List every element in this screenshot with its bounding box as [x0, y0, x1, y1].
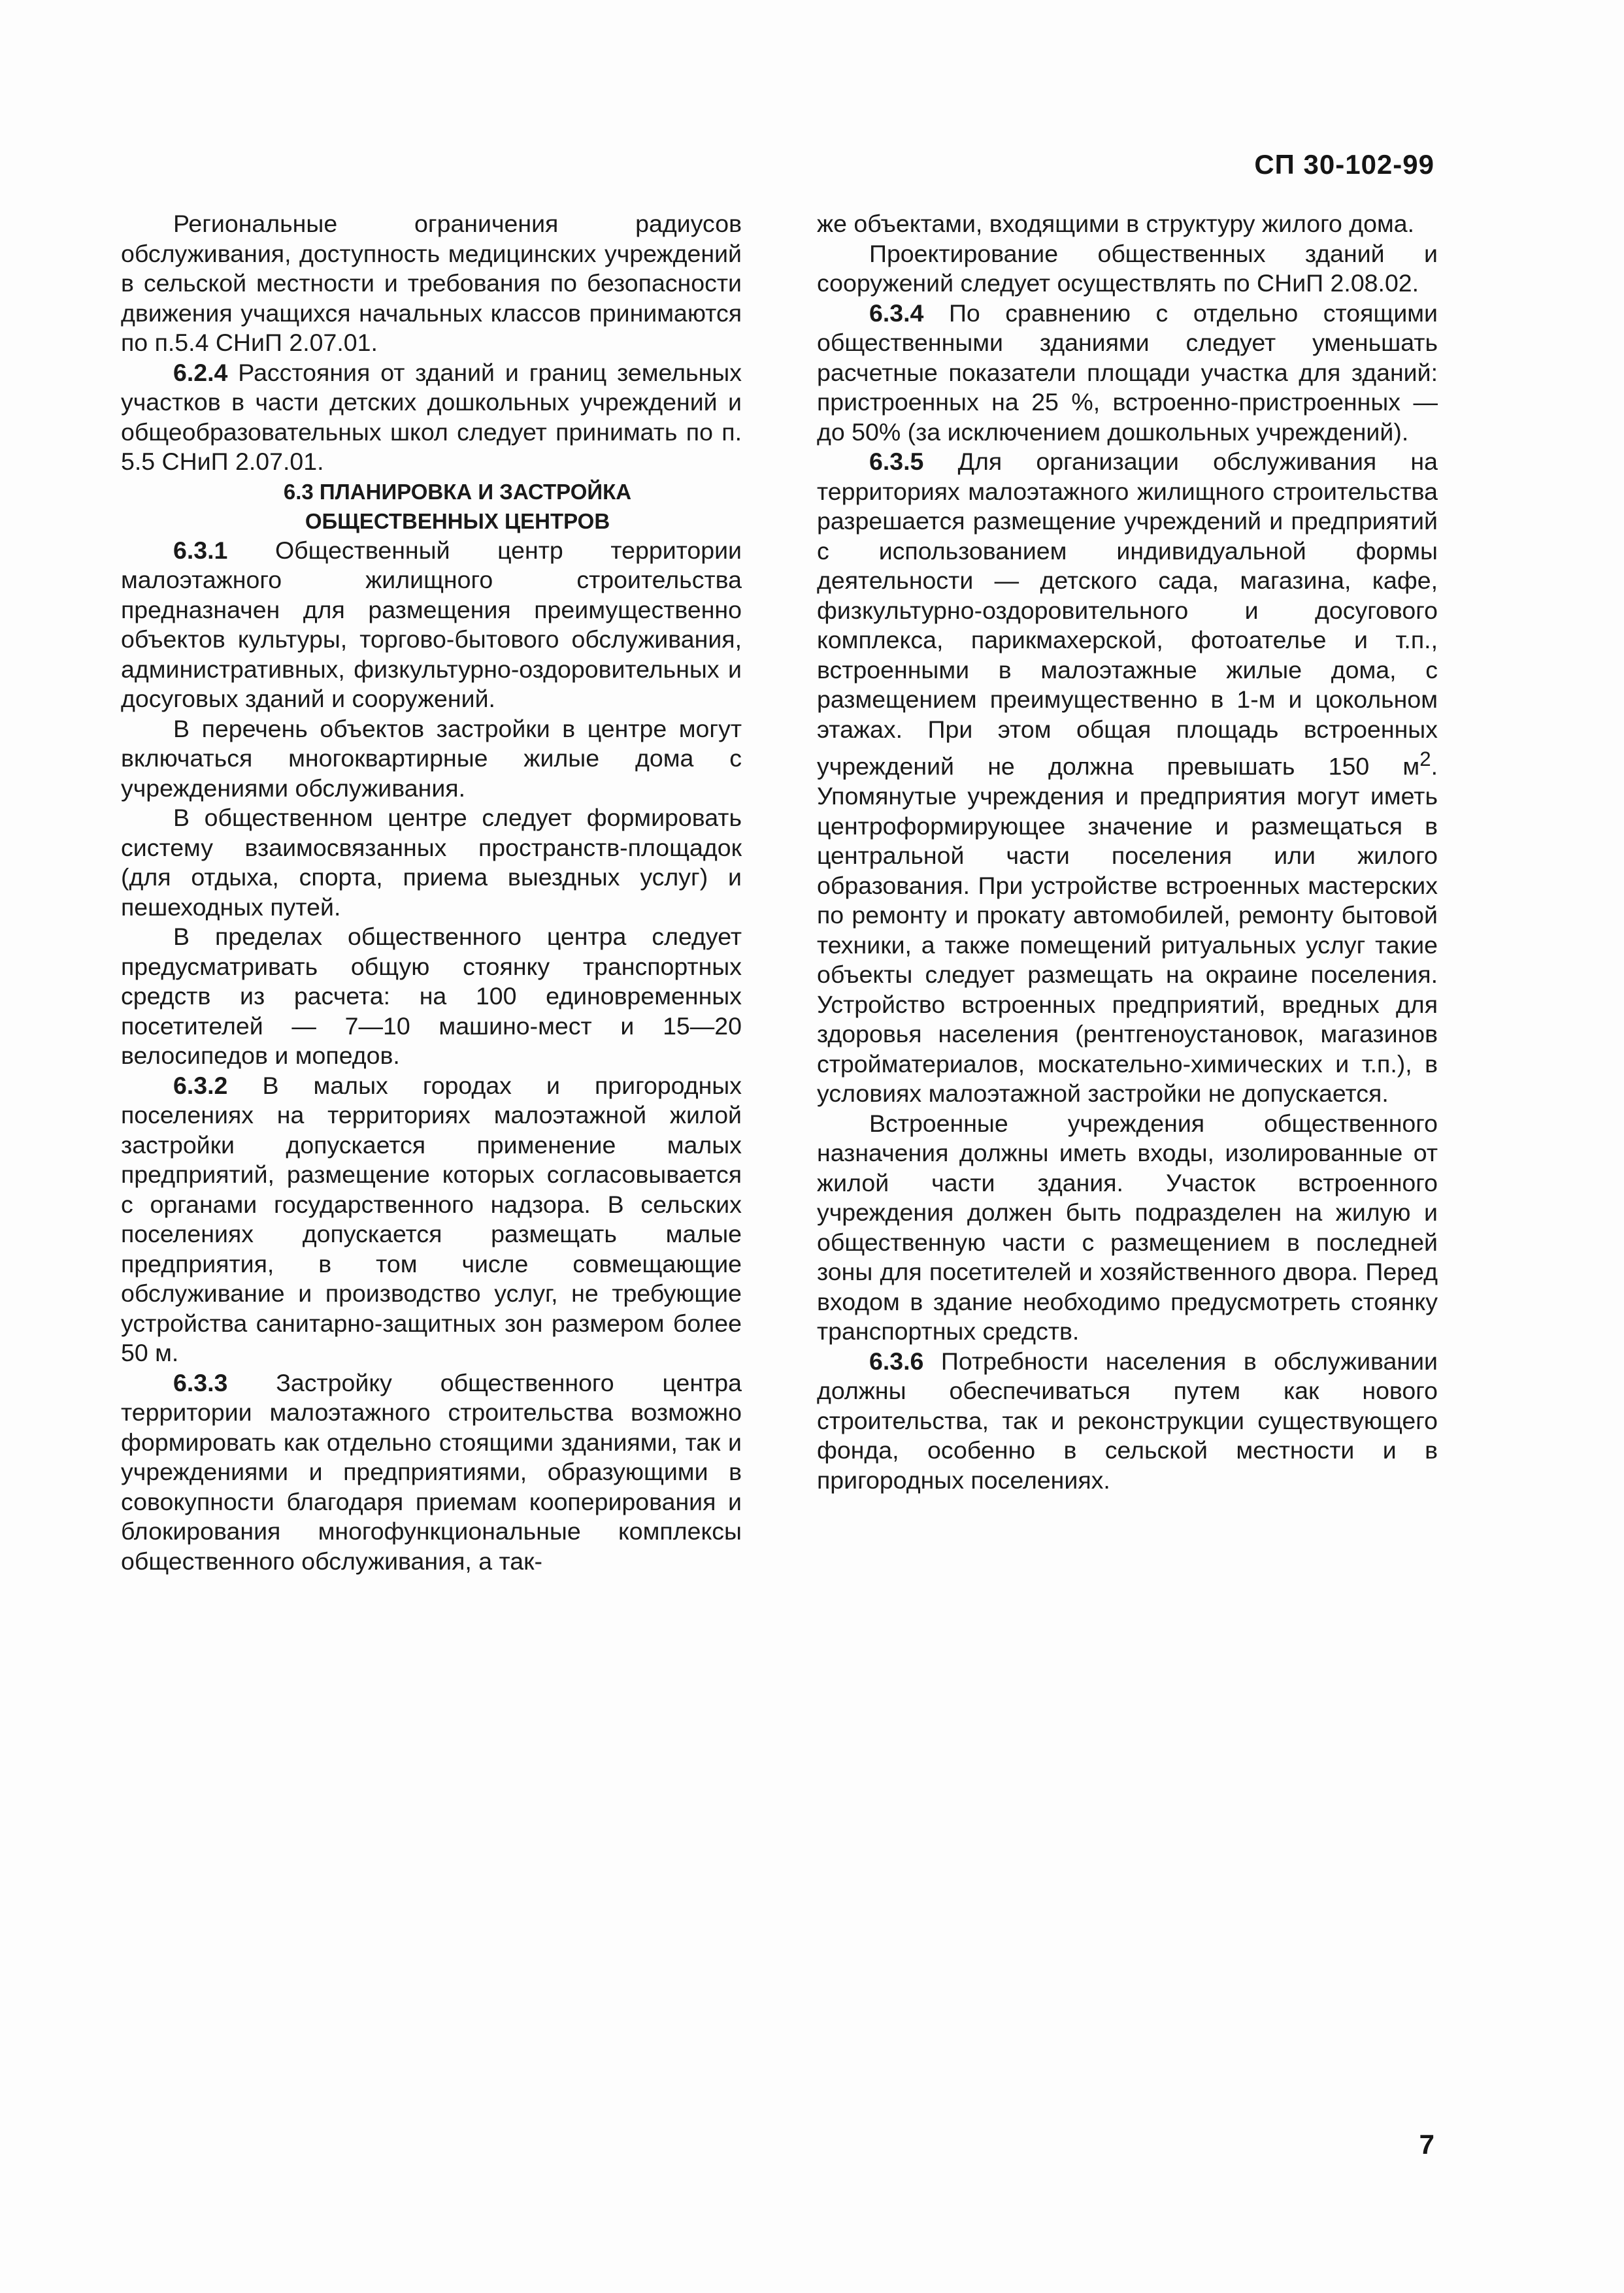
- paragraph-text: Проектирование общественных зданий и сооружений следует осуществлять по СНиП 2.08.02.: [817, 239, 1438, 297]
- paragraph-6-3-6: [817, 1347, 1438, 1496]
- clause-number: 6.2.4: [173, 358, 228, 386]
- paragraph: [121, 922, 742, 1071]
- clause-number: 6.3.4: [869, 299, 924, 327]
- clause-number: 6.3.6: [869, 1347, 924, 1375]
- paragraph-text: Потребности населения в обслуживании должны обеспечиваться путем как нового строительства, так и реконструкции существующего фонда, особенно в сельской местности и в пригородных поселениях.: [817, 1347, 1438, 1494]
- section-heading-line: ОБЩЕСТВЕННЫХ ЦЕНТРОВ: [305, 508, 610, 533]
- paragraph-text: По сравнению с отдельно стоящими общественными зданиями следует уменьшать расчетные показатели площади участка для зданий: пристроенных на 25 %, встроенно-пристроенных — до 50% (за исключением дошкольных учреждений).: [817, 299, 1438, 446]
- right-column: [817, 209, 1438, 1495]
- paragraph-text: Застройку общественного центра территории малоэтажного строительства возможно формировать как отдельно стоящими зданиями, так и учреждениями и предприятиями, образующими в совокупности благодаря приемам кооперирования и блокирования многофункциональные комплексы общественного обслуживания, а так-: [121, 1368, 742, 1575]
- superscript: 2: [1419, 748, 1431, 770]
- clause-number: 6.3.5: [869, 448, 924, 475]
- paragraph-6-3-1: [121, 536, 742, 714]
- paragraph: [121, 209, 742, 358]
- paragraph-6-3-3: [121, 1368, 742, 1577]
- section-heading-line: 6.3 ПЛАНИРОВКА И ЗАСТРОЙКА: [283, 479, 632, 504]
- paragraph-text: . Упомянутые учреждения и предприятия могут иметь центроформирующее значение и размещаться в центральной части поселения или жилого образования. При устройстве встроенных мастерских по ремонту и прокату автомобилей, ремонту бытовой техники, а также помещений ритуальных услуг такие объекты следует размещать на окраине поселения. Устройство встроенных предприятий, вредных для здоровья населения (рентгеноустановок, магазинов стройматериалов, москательно-химических и т.п.), в условиях малоэтажной застройки не допускается.: [817, 752, 1438, 1107]
- paragraph-6-3-4: [817, 299, 1438, 448]
- paragraph-6-3-2: [121, 1071, 742, 1368]
- document-code: СП 30-102-99: [1254, 149, 1434, 180]
- clause-number: 6.3.1: [173, 536, 228, 564]
- clause-number: 6.3.3: [173, 1368, 228, 1396]
- paragraph: [121, 803, 742, 922]
- paragraph-text: В пределах общественного центра следует предусматривать общую стоянку транспортных средств из расчета: на 100 единовременных посетителей — 7—10 машино-мест и 15—20 велосипедов и мопедов.: [121, 923, 742, 1069]
- paragraph-text: Встроенные учреждения общественного назначения должны иметь входы, изолированные от жилой части здания. Участок встроенного учреждения должен быть подразделен на жилую и общественную части с размещением в последней зоны для посетителей и хозяйственного двора. Перед входом в здание необходимо предусмотреть стоянку транспортных средств.: [817, 1109, 1438, 1345]
- paragraph-text: Региональные ограничения радиусов обслуживания, доступность медицинских учреждений в сельской местности и требования по безопасности движения учащихся начальных классов принимаются по п.5.4 СНиП 2.07.01.: [121, 210, 742, 356]
- paragraph-text: В общественном центре следует формировать систему взаимосвязанных пространств-площадок (для отдыха, спорта, приема выездных услуг) и пешеходных путей.: [121, 804, 742, 921]
- paragraph-6-2-4: [121, 358, 742, 477]
- clause-number: 6.3.2: [173, 1071, 228, 1099]
- paragraph-text: Общественный центр территории малоэтажного жилищного строительства предназначен для размещения преимущественно объектов культуры, торгово-бытового обслуживания, административных, физкультурно-оздоровительных и досуговых зданий и сооружений.: [121, 536, 742, 712]
- paragraph: [121, 714, 742, 804]
- paragraph-6-3-5: [817, 447, 1438, 1109]
- section-heading: [121, 477, 742, 536]
- paragraph-text: В перечень объектов застройки в центре могут включаться многоквартирные жилые дома с учреждениями обслуживания.: [121, 714, 742, 802]
- page-number: 7: [1419, 2129, 1434, 2160]
- paragraph: [817, 1109, 1438, 1347]
- paragraph-text: В малых городах и пригородных поселениях на территориях малоэтажной жилой застройки допускается применение малых предприятий, размещение которых согласовывается с органами государственного надзора. В сельских поселениях допускается размещать малые предприятия, в том числе совмещающие обслуживание и производство услуг, не требующие устройства санитарно-защитных зон размером более 50 м.: [121, 1071, 742, 1366]
- paragraph: [817, 239, 1438, 299]
- left-column: [121, 209, 742, 1576]
- paragraph-text: Расстояния от зданий и границ земельных участков в части детских дошкольных учреждений и общеобразовательных школ следует принимать по п. 5.5 СНиП 2.07.01.: [121, 358, 742, 475]
- paragraph-text: же объектами, входящими в структуру жилого дома.: [817, 210, 1415, 237]
- paragraph-continuation: [817, 209, 1438, 239]
- paragraph-text: Для организации обслуживания на территориях малоэтажного жилищного строительства разрешается размещение учреждений и предприятий с использованием индивидуальной формы деятельности — детского сада, магазина, кафе, физкультурно-оздоровительного и досугового комплекса, парикмахерской, фотоателье и т.п., встроенными в малоэтажные жилые дома, с размещением преимущественно в 1-м и цокольном этажах. При этом общая площадь встроенных учреждений не должна превышать 150 м: [817, 448, 1438, 780]
